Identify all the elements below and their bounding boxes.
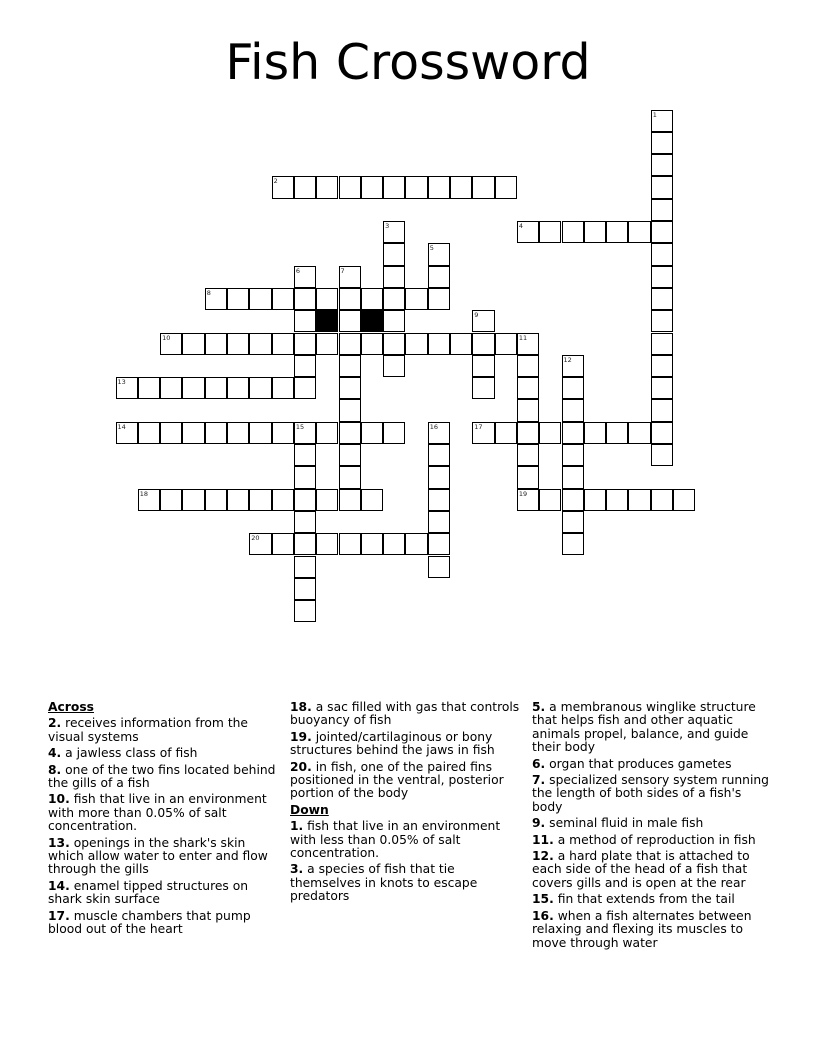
crossword-cell[interactable] xyxy=(249,288,271,310)
clue-number: 9. xyxy=(532,816,546,831)
crossword-cell[interactable] xyxy=(182,377,204,399)
clue-number: 4. xyxy=(48,746,62,761)
crossword-cell[interactable] xyxy=(405,533,427,555)
clue-number-label: 5 xyxy=(429,244,434,253)
clue-text: a species of fish that tie themselves in knots to escape predators xyxy=(290,862,478,904)
clue-number: 14. xyxy=(48,878,70,893)
crossword-cell[interactable] xyxy=(383,288,405,310)
crossword-cell[interactable] xyxy=(651,355,673,377)
crossword-cell[interactable] xyxy=(227,333,249,355)
crossword-cell[interactable] xyxy=(472,377,494,399)
clue-number: 19. xyxy=(290,729,312,744)
clue-down-11 xyxy=(532,834,772,847)
crossword-cell[interactable] xyxy=(405,333,427,355)
crossword-cell[interactable] xyxy=(651,422,673,444)
clue-number: 16. xyxy=(532,908,554,923)
crossword-cell[interactable] xyxy=(428,176,450,198)
crossword-cell[interactable] xyxy=(472,422,494,444)
crossword-cell[interactable] xyxy=(428,288,450,310)
crossword-cell[interactable] xyxy=(227,288,249,310)
crossword-cell[interactable] xyxy=(539,489,561,511)
crossword-cell[interactable] xyxy=(249,422,271,444)
clue-number-label: 12 xyxy=(563,355,572,364)
clue-text: one of the two fins located behind the gills of a fish xyxy=(48,762,276,791)
page-title: Fish Crossword xyxy=(225,34,591,91)
clue-across-10 xyxy=(48,793,284,833)
crossword-cell[interactable] xyxy=(517,466,539,488)
crossword-cell[interactable] xyxy=(339,176,361,198)
crossword-cell[interactable] xyxy=(272,377,294,399)
crossword-cell[interactable] xyxy=(651,154,673,176)
crossword-cell[interactable] xyxy=(182,422,204,444)
crossword-cell[interactable] xyxy=(495,333,517,355)
crossword-cell[interactable] xyxy=(138,377,160,399)
across-heading: Across xyxy=(48,700,94,714)
crossword-cell[interactable] xyxy=(495,422,517,444)
crossword-cell[interactable] xyxy=(339,266,361,288)
crossword-cell[interactable] xyxy=(606,422,628,444)
clue-number: 6. xyxy=(532,756,546,771)
crossword-cell[interactable] xyxy=(294,466,316,488)
clue-text: a membranous winglike structure that helps fish and other aquatic animals propel, balance, and guide their body xyxy=(532,700,756,755)
clues-column-1 xyxy=(48,701,284,940)
black-square xyxy=(316,310,338,332)
clue-number: 20. xyxy=(290,759,312,774)
crossword-cell[interactable] xyxy=(517,221,539,243)
crossword-cell[interactable] xyxy=(316,288,338,310)
crossword-cell[interactable] xyxy=(428,556,450,578)
clue-number: 10. xyxy=(48,792,70,807)
crossword-cell[interactable] xyxy=(584,489,606,511)
clue-number-label: 11 xyxy=(518,333,528,342)
crossword-cell[interactable] xyxy=(361,533,383,555)
clue-number-label: 9 xyxy=(474,311,479,320)
crossword-cell[interactable] xyxy=(294,333,316,355)
clue-text: when a fish alternates between relaxing and flexing its muscles to move through water xyxy=(532,908,752,950)
crossword-cell[interactable] xyxy=(562,466,584,488)
clue-text: fish that live in an environment with less than 0.05% of salt concentration. xyxy=(290,819,501,861)
clue-down-9 xyxy=(532,817,772,830)
crossword-cell[interactable] xyxy=(294,489,316,511)
crossword-cell[interactable] xyxy=(205,288,227,310)
crossword-cell[interactable] xyxy=(205,377,227,399)
crossword-cell[interactable] xyxy=(428,466,450,488)
clue-number: 17. xyxy=(48,908,70,923)
crossword-cell[interactable] xyxy=(272,489,294,511)
clue-number: 1. xyxy=(290,819,304,834)
clue-number-label: 15 xyxy=(295,422,305,431)
crossword-cell[interactable] xyxy=(562,511,584,533)
clue-number-label: 3 xyxy=(385,222,390,230)
crossword-cell[interactable] xyxy=(428,266,450,288)
crossword-cell[interactable] xyxy=(517,377,539,399)
clues-column-2 xyxy=(290,701,526,907)
crossword-cell[interactable] xyxy=(361,288,383,310)
crossword-cell[interactable] xyxy=(651,444,673,466)
crossword-cell[interactable] xyxy=(361,489,383,511)
crossword-cell[interactable] xyxy=(651,399,673,421)
crossword-cell[interactable] xyxy=(562,399,584,421)
crossword-cell[interactable] xyxy=(249,489,271,511)
clue-text: a sac filled with gas that controls buoyancy of fish xyxy=(290,700,520,728)
crossword-cell[interactable] xyxy=(339,288,361,310)
crossword-cell[interactable] xyxy=(562,489,584,511)
crossword-cell[interactable] xyxy=(205,333,227,355)
clue-down-5 xyxy=(532,701,772,755)
crossword-cell[interactable] xyxy=(628,422,650,444)
crossword-cell[interactable] xyxy=(562,221,584,243)
clue-text: enamel tipped structures on shark skin surface xyxy=(48,878,249,907)
crossword-cell[interactable] xyxy=(138,422,160,444)
crossword-cell[interactable] xyxy=(517,444,539,466)
crossword-cell[interactable] xyxy=(405,176,427,198)
crossword-cell[interactable] xyxy=(383,533,405,555)
crossword-cell[interactable] xyxy=(138,489,160,511)
crossword-cell[interactable] xyxy=(517,355,539,377)
clue-across-4 xyxy=(48,747,284,760)
crossword-cell[interactable] xyxy=(472,310,494,332)
clue-across-20 xyxy=(290,761,526,801)
crossword-cell[interactable] xyxy=(450,176,472,198)
crossword-cell[interactable] xyxy=(651,199,673,221)
clue-number: 12. xyxy=(532,849,554,864)
crossword-cell[interactable] xyxy=(651,333,673,355)
crossword-cell[interactable] xyxy=(294,578,316,600)
crossword-cell[interactable] xyxy=(628,489,650,511)
clue-text: organ that produces gametes xyxy=(549,756,732,771)
crossword-cell[interactable] xyxy=(316,176,338,198)
crossword-cell[interactable] xyxy=(383,243,405,265)
crossword-cell[interactable] xyxy=(472,333,494,355)
clue-across-13 xyxy=(48,837,284,877)
crossword-cell[interactable] xyxy=(472,176,494,198)
crossword-cell[interactable] xyxy=(272,176,294,198)
crossword-cell[interactable] xyxy=(673,489,695,511)
clue-text: fish that live in an environment with more than 0.05% of salt concentration. xyxy=(48,792,267,834)
crossword-cell[interactable] xyxy=(294,600,316,622)
crossword-cell[interactable] xyxy=(517,489,539,511)
clue-number-label: 20 xyxy=(251,534,260,543)
down-heading: Down xyxy=(290,802,329,817)
crossword-cell[interactable] xyxy=(339,466,361,488)
clue-text: in fish, one of the paired fins positioned in the ventral, posterior portion of the body xyxy=(290,759,504,801)
clue-text: fin that extends from the tail xyxy=(557,892,735,907)
crossword-cell[interactable] xyxy=(316,533,338,555)
crossword-cell[interactable] xyxy=(428,489,450,511)
clue-text: specialized sensory system running the length of both sides of a fish's body xyxy=(532,773,769,814)
crossword-cell[interactable] xyxy=(294,377,316,399)
crossword-cell[interactable] xyxy=(272,288,294,310)
clue-across-18 xyxy=(290,701,526,728)
crossword-cell[interactable] xyxy=(517,333,539,355)
clue-number-label: 13 xyxy=(117,378,126,387)
clue-down-15 xyxy=(532,893,772,906)
crossword-cell[interactable] xyxy=(383,422,405,444)
crossword-cell[interactable] xyxy=(249,533,271,555)
crossword-cell[interactable] xyxy=(294,556,316,578)
crossword-cell[interactable] xyxy=(339,422,361,444)
crossword-cell[interactable] xyxy=(116,422,138,444)
crossword-cell[interactable] xyxy=(472,355,494,377)
clue-across-8 xyxy=(48,764,284,791)
crossword-cell[interactable] xyxy=(272,333,294,355)
crossword-cell[interactable] xyxy=(428,333,450,355)
crossword-cell[interactable] xyxy=(651,243,673,265)
black-square xyxy=(361,310,383,332)
crossword-cell[interactable] xyxy=(116,377,138,399)
crossword-cell[interactable] xyxy=(628,221,650,243)
clue-number-label: 4 xyxy=(518,222,524,230)
crossword-cell[interactable] xyxy=(361,422,383,444)
clue-number: 2. xyxy=(48,716,62,731)
crossword-cell[interactable] xyxy=(182,489,204,511)
crossword-cell[interactable] xyxy=(383,310,405,332)
crossword-cell[interactable] xyxy=(294,511,316,533)
crossword-cell[interactable] xyxy=(205,489,227,511)
crossword-cell[interactable] xyxy=(339,310,361,332)
clue-down-16 xyxy=(532,910,772,950)
crossword-cell[interactable] xyxy=(339,399,361,421)
crossword-cell[interactable] xyxy=(227,489,249,511)
crossword-cell[interactable] xyxy=(562,444,584,466)
crossword-cell[interactable] xyxy=(182,333,204,355)
clue-down-7 xyxy=(532,774,772,814)
clue-text: a method of reproduction in fish xyxy=(557,832,756,847)
crossword-cell[interactable] xyxy=(651,310,673,332)
crossword-cell[interactable] xyxy=(249,377,271,399)
crossword-cell[interactable] xyxy=(361,333,383,355)
crossword-cell[interactable] xyxy=(405,288,427,310)
crossword-cell[interactable] xyxy=(294,533,316,555)
clue-down-12 xyxy=(532,850,772,890)
crossword-cell[interactable] xyxy=(584,221,606,243)
crossword-cell[interactable] xyxy=(339,444,361,466)
clue-number-label: 16 xyxy=(429,422,438,431)
clue-across-14 xyxy=(48,880,284,907)
crossword-cell[interactable] xyxy=(294,176,316,198)
crossword-cell[interactable] xyxy=(651,377,673,399)
clue-across-17 xyxy=(48,910,284,937)
crossword-cell[interactable] xyxy=(339,355,361,377)
clue-number: 8. xyxy=(48,762,62,777)
crossword-cell[interactable] xyxy=(383,355,405,377)
clue-number: 15. xyxy=(532,892,554,907)
crossword-cell[interactable] xyxy=(428,533,450,555)
crossword-cell[interactable] xyxy=(428,243,450,265)
crossword-cell[interactable] xyxy=(339,333,361,355)
crossword-cell[interactable] xyxy=(383,333,405,355)
crossword-cell[interactable] xyxy=(227,422,249,444)
crossword-cell[interactable] xyxy=(294,310,316,332)
crossword-cell[interactable] xyxy=(339,489,361,511)
crossword-cell[interactable] xyxy=(316,489,338,511)
crossword-cell[interactable] xyxy=(272,422,294,444)
clue-text: jointed/cartilaginous or bony structures behind the jaws in fish xyxy=(290,729,495,758)
clue-number-label: 18 xyxy=(139,489,149,498)
clue-number-label: 7 xyxy=(340,266,345,275)
crossword-cell[interactable] xyxy=(205,422,227,444)
clue-number-label: 14 xyxy=(117,422,126,431)
clue-number-label: 1 xyxy=(652,110,657,119)
clue-text: receives information from the visual systems xyxy=(48,716,248,744)
crossword-cell[interactable] xyxy=(160,377,182,399)
crossword-cell[interactable] xyxy=(606,489,628,511)
clue-across-19 xyxy=(290,731,526,758)
crossword-cell[interactable] xyxy=(383,221,405,243)
crossword-cell[interactable] xyxy=(294,444,316,466)
clue-number: 7. xyxy=(532,773,546,788)
crossword-cell[interactable] xyxy=(495,176,517,198)
crossword-cell[interactable] xyxy=(383,176,405,198)
crossword-cell[interactable] xyxy=(651,221,673,243)
crossword-cell[interactable] xyxy=(517,399,539,421)
crossword-cell[interactable] xyxy=(562,422,584,444)
clue-number-label: 2 xyxy=(273,177,278,186)
clue-text: a hard plate that is attached to each side of the head of a fish that covers gills and is open at the rear xyxy=(532,849,750,890)
clue-down-6 xyxy=(532,758,772,771)
clue-number: 13. xyxy=(48,835,70,850)
crossword-cell[interactable] xyxy=(339,377,361,399)
clue-down-1 xyxy=(290,820,526,860)
crossword-cell[interactable] xyxy=(584,422,606,444)
crossword-cell[interactable] xyxy=(539,422,561,444)
crossword-cell[interactable] xyxy=(428,444,450,466)
clue-number: 5. xyxy=(532,700,546,714)
crossword-cell[interactable] xyxy=(160,489,182,511)
clue-text: muscle chambers that pump blood out of the heart xyxy=(48,908,251,937)
clue-number: 18. xyxy=(290,700,312,714)
crossword-cell[interactable] xyxy=(651,489,673,511)
crossword-cell[interactable] xyxy=(651,132,673,154)
crossword-cell[interactable] xyxy=(428,511,450,533)
crossword-cell[interactable] xyxy=(294,266,316,288)
crossword-cell[interactable] xyxy=(606,221,628,243)
clue-text: a jawless class of fish xyxy=(65,746,198,761)
crossword-cell[interactable] xyxy=(651,176,673,198)
clue-number-label: 19 xyxy=(518,489,528,498)
crossword-grid xyxy=(116,110,702,626)
crossword-cell[interactable] xyxy=(562,355,584,377)
crossword-cell[interactable] xyxy=(539,221,561,243)
crossword-cell[interactable] xyxy=(383,266,405,288)
crossword-cell[interactable] xyxy=(517,422,539,444)
clue-number: 3. xyxy=(290,862,304,877)
crossword-cell[interactable] xyxy=(651,266,673,288)
clue-number-label: 17 xyxy=(474,422,483,431)
crossword-cell[interactable] xyxy=(339,533,361,555)
crossword-cell[interactable] xyxy=(316,422,338,444)
clue-down-3 xyxy=(290,863,526,903)
crossword-cell[interactable] xyxy=(562,533,584,555)
clues-column-3 xyxy=(532,701,772,953)
crossword-cell[interactable] xyxy=(316,333,338,355)
crossword-cell[interactable] xyxy=(450,333,472,355)
clue-number-label: 6 xyxy=(295,266,301,275)
crossword-cell[interactable] xyxy=(651,110,673,132)
clue-number-label: 10 xyxy=(162,333,171,342)
crossword-cell[interactable] xyxy=(272,533,294,555)
crossword-cell[interactable] xyxy=(160,422,182,444)
clue-number-label: 8 xyxy=(206,288,211,297)
crossword-cell[interactable] xyxy=(249,333,271,355)
crossword-cell[interactable] xyxy=(294,288,316,310)
clue-number: 11. xyxy=(532,832,554,847)
crossword-cell[interactable] xyxy=(428,422,450,444)
crossword-cell[interactable] xyxy=(294,355,316,377)
clue-text: openings in the shark's skin which allow water to enter and flow through the gills xyxy=(48,835,268,877)
clue-across-2 xyxy=(48,717,284,744)
crossword-cell[interactable] xyxy=(294,422,316,444)
crossword-cell[interactable] xyxy=(361,176,383,198)
crossword-cell[interactable] xyxy=(227,377,249,399)
clue-text: seminal fluid in male fish xyxy=(549,816,704,831)
crossword-cell[interactable] xyxy=(562,377,584,399)
crossword-cell[interactable] xyxy=(651,288,673,310)
crossword-cell[interactable] xyxy=(160,333,182,355)
